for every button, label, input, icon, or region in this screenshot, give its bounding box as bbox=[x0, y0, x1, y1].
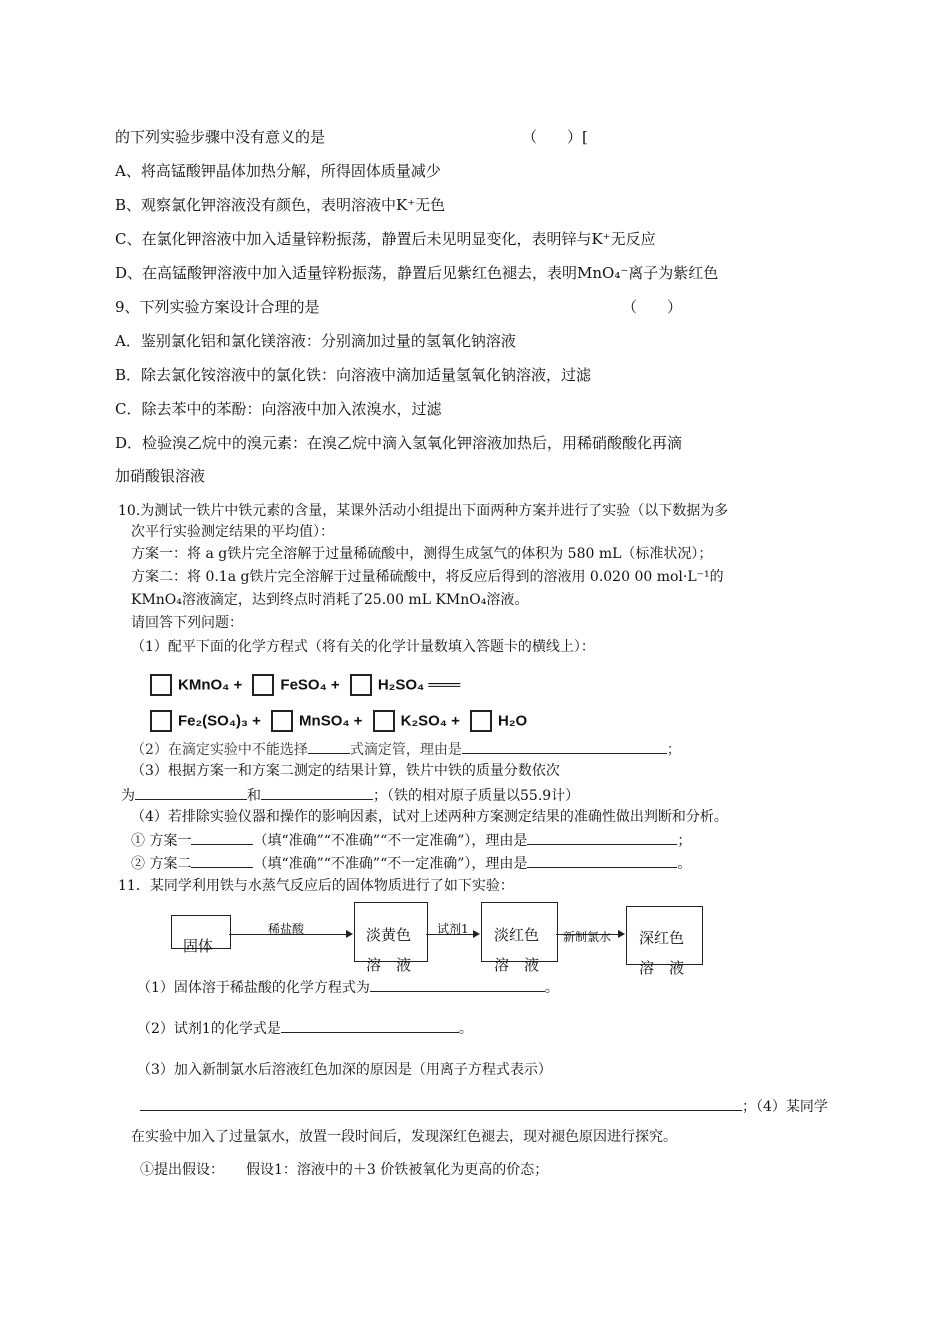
q10-part4-s2-blank1[interactable] bbox=[191, 852, 253, 868]
coef-box-mnso4[interactable] bbox=[271, 710, 293, 732]
flow-box-deep-red-l1: 深红色 bbox=[639, 929, 685, 947]
q11-stem: 11．某同学利用铁与水蒸气反应后的固体物质进行了如下实验： bbox=[118, 878, 514, 894]
coef-box-k2so4[interactable] bbox=[373, 710, 395, 732]
q10-part2-blank2[interactable] bbox=[462, 738, 667, 754]
q10-part2-blank1[interactable] bbox=[308, 738, 350, 754]
flow-box-pale-red-l2: 溶 液 bbox=[494, 956, 540, 974]
q10-part4-s1-blank2[interactable] bbox=[527, 829, 677, 845]
q10-part4-s2-blank2[interactable] bbox=[527, 852, 677, 868]
q10-line2: 次平行实验测定结果的平均值）： bbox=[131, 524, 334, 540]
q11-part2-text: （2）试剂1的化学式是 bbox=[137, 1021, 281, 1037]
flow-arrow-1-label: 稀盐酸 bbox=[268, 922, 305, 936]
coef-box-fe2so43[interactable] bbox=[150, 710, 172, 732]
q11-part3-blank[interactable] bbox=[140, 1095, 742, 1111]
q10-scheme1: 方案一：将 a g铁片完全溶解于过量稀硫酸中，测得生成氢气的体积为 580 mL（标准状况）； bbox=[131, 546, 713, 562]
q9-option-a: A．鉴别氯化铝和氯化镁溶液：分别滴加过量的氢氧化钠溶液 bbox=[115, 332, 516, 350]
q10-part4-s1-label: ① 方案一 bbox=[131, 833, 192, 849]
q10-part4-s2-end: 。 bbox=[677, 856, 692, 872]
fe2so43-term: Fe₂(SO₄)₃ + bbox=[178, 712, 261, 730]
q11-part2-end: 。 bbox=[458, 1021, 473, 1037]
h2o-term: H₂O bbox=[498, 712, 528, 730]
q11-part4: 在实验中加入了过量氯水，放置一段时间后，发现深红色褪去，现对褪色原因进行探究。 bbox=[131, 1129, 677, 1145]
q10-part2 bbox=[131, 738, 681, 760]
q10-part3-blank2[interactable] bbox=[261, 784, 373, 800]
q10-scheme2: 方案二：将 0.1a g铁片完全溶解于过量稀硫酸中，将反应后得到的溶液用 0.020 00 mol·L⁻¹的 bbox=[131, 569, 724, 585]
q8-option-d: D、在高锰酸钾溶液中加入适量锌粉振荡，静置后见紫红色褪去，表明MnO₄⁻离子为紫红色 bbox=[115, 264, 719, 282]
q8-stem bbox=[115, 127, 325, 147]
q11-part2 bbox=[137, 1017, 473, 1039]
flow-arrow-2-head bbox=[473, 930, 480, 938]
q8-stem-text: 的下列实验步骤中没有意义的是 bbox=[115, 128, 326, 146]
q10-part1: （1）配平下面的化学方程式（将有关的化学计量数填入答题卡的横线上）： bbox=[131, 639, 595, 655]
q10-part2-text2: 式滴定管，理由是 bbox=[349, 742, 462, 758]
flow-box-pale-yellow-l2: 溶 液 bbox=[366, 956, 412, 974]
q11-part1-text: （1）固体溶于稀盐酸的化学方程式为 bbox=[137, 980, 370, 996]
q10-part4-s1-text: （填“准确”“不准确”“不一定准确”），理由是 bbox=[253, 833, 528, 849]
q10-part4: （4）若排除实验仪器和操作的影响因素，试对上述两种方案测定结果的准确性做出判断和分析。 bbox=[131, 809, 728, 825]
q10-part3-prefix: 为 bbox=[121, 788, 135, 804]
h2so4-term: H₂SO₄ ═══ bbox=[377, 676, 461, 694]
equation-row-1 bbox=[150, 674, 460, 696]
q11-hypothesis-label: ①提出假设： bbox=[140, 1162, 224, 1178]
q9-option-d-line1: D．检验溴乙烷中的溴元素：在溴乙烷中滴入氢氧化钾溶液加热后，用稀硝酸酸化再滴 bbox=[115, 434, 683, 452]
mnso4-term: MnSO₄ + bbox=[299, 712, 363, 730]
q10-part2-end: ； bbox=[666, 742, 681, 758]
q10-part4-s1-blank1[interactable] bbox=[191, 829, 253, 845]
flow-arrow-3-label: 新制氯水 bbox=[563, 930, 612, 944]
flow-box-pale-red-l1: 淡红色 bbox=[494, 926, 540, 944]
q11-hypothesis-1: 假设1：溶液中的＋3 价铁被氧化为更高的价态； bbox=[246, 1162, 549, 1178]
q10-part2-text: （2）在滴定实验中不能选择 bbox=[131, 742, 308, 758]
q9-stem: 9、下列实验方案设计合理的是 bbox=[115, 298, 320, 316]
q10-line1: 10.为测试一铁片中铁元素的含量，某课外活动小组提出下面两种方案并进行了实验（以下数据为多 bbox=[118, 503, 729, 519]
q10-part4-s2-text: （填“准确”“不准确”“不一定准确”），理由是 bbox=[253, 856, 528, 872]
equation-row-2 bbox=[150, 710, 527, 732]
flow-arrow-3-head bbox=[618, 930, 625, 938]
q10-part3-note: ；（铁的相对原子质量以55.9计） bbox=[373, 788, 580, 804]
q11-part1 bbox=[137, 976, 559, 998]
q10-part4-scheme2 bbox=[131, 852, 691, 874]
feso4-term: FeSO₄ + bbox=[280, 676, 340, 694]
q10-part4-s1-end: ； bbox=[677, 833, 692, 849]
q10-part3-answers bbox=[121, 784, 579, 806]
q9-option-b: B．除去氯化铵溶液中的氯化铁：向溶液中滴加适量氢氧化钠溶液，过滤 bbox=[115, 366, 592, 384]
q11-part4-start: ；（4）某同学 bbox=[742, 1099, 828, 1115]
q11-part2-blank[interactable] bbox=[281, 1017, 459, 1033]
q10-part3: （3）根据方案一和方案二测定的结果计算，铁片中铁的质量分数依次 bbox=[131, 763, 560, 779]
q10-part3-blank1[interactable] bbox=[135, 784, 247, 800]
q11-part1-end: 。 bbox=[544, 980, 559, 996]
coef-box-h2o[interactable] bbox=[470, 710, 492, 732]
q8-answer-paren[interactable]: （ ）[ bbox=[522, 128, 588, 146]
q9-option-d-line2: 加硝酸银溶液 bbox=[115, 467, 206, 485]
coef-box-h2so4[interactable] bbox=[350, 674, 372, 696]
flow-box-pale-yellow-l1: 淡黄色 bbox=[366, 926, 412, 944]
q9-answer-paren[interactable]: （ ） bbox=[622, 298, 683, 316]
q11-part4-hypothesis bbox=[140, 1160, 548, 1180]
q10-answer-intro: 请回答下列问题： bbox=[131, 615, 243, 631]
k2so4-term: K₂SO₄ + bbox=[400, 712, 460, 730]
q10-part4-s2-label: ② 方案二 bbox=[131, 856, 192, 872]
q9-option-c: C．除去苯中的苯酚：向溶液中加入浓溴水，过滤 bbox=[115, 400, 442, 418]
q8-option-c: C、在氯化钾溶液中加入适量锌粉振荡，静置后未见明显变化，表明锌与K⁺无反应 bbox=[115, 230, 656, 248]
q10-part3-and: 和 bbox=[247, 788, 261, 804]
q11-part1-blank[interactable] bbox=[370, 976, 545, 992]
q11-part3: （3）加入新制氯水后溶液红色加深的原因是（用离子方程式表示） bbox=[137, 1062, 552, 1078]
q10-scheme2-cont: KMnO₄溶液滴定，达到终点时消耗了25.00 mL KMnO₄溶液。 bbox=[131, 592, 529, 608]
flow-arrow-1-head bbox=[346, 930, 353, 938]
flow-box-solid-label: 固体 bbox=[183, 937, 214, 955]
q10-part4-scheme1 bbox=[131, 829, 691, 851]
q11-part3-answer-line bbox=[140, 1095, 828, 1117]
flow-arrow-2-label: 试剂1 bbox=[437, 922, 469, 936]
q8-option-b: B、观察氯化钾溶液没有颜色，表明溶液中K⁺无色 bbox=[115, 196, 446, 214]
q8-option-a: A、将高锰酸钾晶体加热分解，所得固体质量减少 bbox=[115, 162, 441, 180]
kmno4-term: KMnO₄ + bbox=[178, 676, 243, 694]
flow-box-deep-red-l2: 溶 液 bbox=[639, 959, 685, 977]
coef-box-kmno4[interactable] bbox=[150, 674, 172, 696]
coef-box-feso4[interactable] bbox=[252, 674, 274, 696]
